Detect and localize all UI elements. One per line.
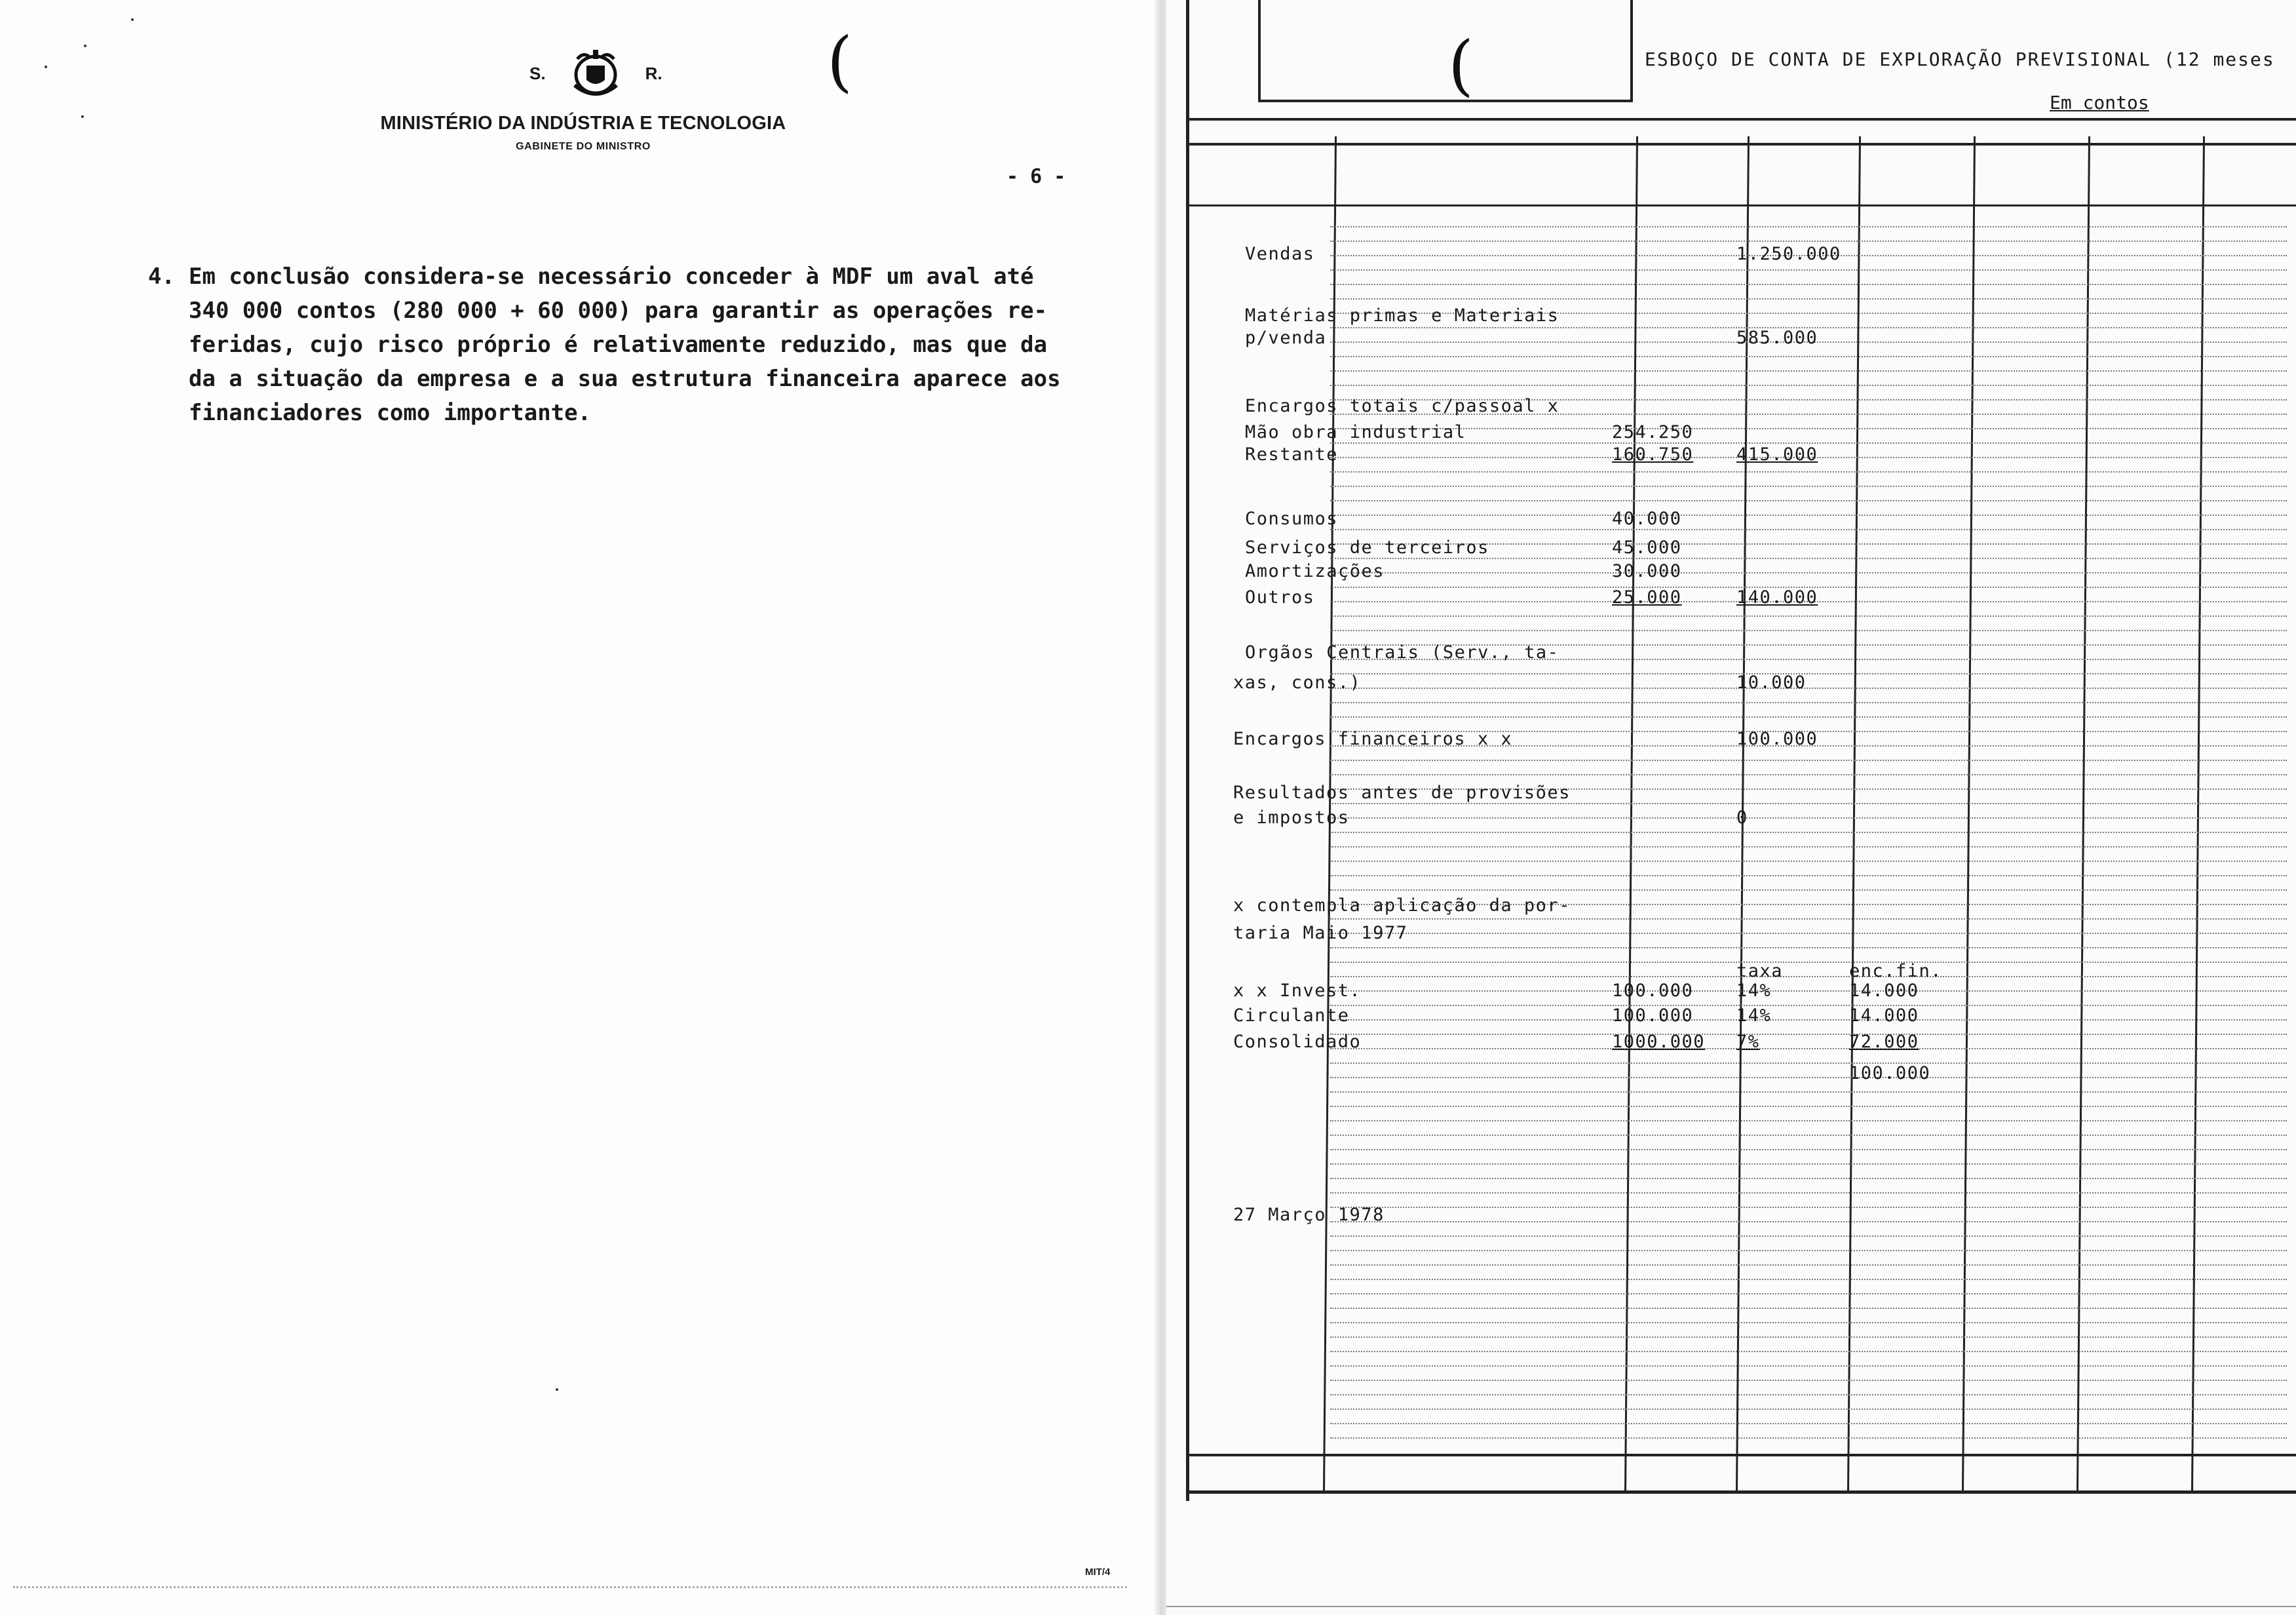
form-title: ESBOÇO DE CONTA DE EXPLORAÇÃO PREVISIONAL (12 meses <box>1645 49 2275 70</box>
table-top-rule <box>1186 118 2296 121</box>
row-value-col1: 100.000 <box>1612 1005 1694 1026</box>
dotted-guide <box>1330 1163 2287 1165</box>
dotted-guide <box>1330 558 2287 559</box>
dotted-guide <box>1330 861 2287 862</box>
dotted-guide <box>1330 933 2287 934</box>
row-value-col3: enc.fin. <box>1849 961 1943 981</box>
scan-speck <box>556 1388 558 1391</box>
row-label: Mão obra industrial <box>1245 422 1466 442</box>
row-value-col2: 7% <box>1736 1032 1760 1052</box>
row-value-col2: 0 <box>1736 808 1748 828</box>
column-rule <box>2076 136 2090 1493</box>
row-label: Amortizações <box>1245 561 1385 581</box>
dotted-guide <box>1330 1019 2287 1021</box>
row-label: e impostos <box>1233 808 1350 828</box>
column-rule <box>1624 136 1638 1493</box>
row-label: Outros <box>1245 587 1315 608</box>
paragraph-number: 4. <box>148 263 175 290</box>
paragraph-line: financiadores como importante. <box>189 400 592 426</box>
row-value-col1: 1000.000 <box>1612 1032 1706 1052</box>
title-box <box>1258 0 1633 102</box>
dotted-guide <box>1330 1091 2287 1093</box>
scan-speck <box>45 66 47 68</box>
dotted-guide <box>1330 1077 2287 1078</box>
row-label: Vendas <box>1245 244 1315 264</box>
row-value-col1: 25.000 <box>1612 587 1682 608</box>
dotted-guide <box>1330 515 2287 516</box>
row-value-col2: 585.000 <box>1736 328 1818 348</box>
dotted-guide <box>1330 486 2287 487</box>
row-value-col1: 160.750 <box>1612 444 1694 465</box>
dotted-guide <box>1330 1380 2287 1381</box>
scan-speck <box>84 45 86 47</box>
dotted-guide <box>1330 385 2287 386</box>
dotted-guide <box>1330 1221 2287 1222</box>
row-value-col2: 140.000 <box>1736 587 1818 608</box>
dotted-guide <box>1330 889 2287 891</box>
dotted-guide <box>1330 760 2287 761</box>
dotted-guide <box>1330 284 2287 285</box>
row-label: Resultados antes de provisões <box>1233 783 1571 803</box>
row-value-col1: 254.250 <box>1612 422 1694 442</box>
dotted-guide <box>1330 1308 2287 1309</box>
dotted-guide <box>1330 1351 2287 1352</box>
dotted-guide <box>1330 1135 2287 1136</box>
dotted-guide <box>1330 1207 2287 1208</box>
row-label: Matérias primas e Materiais <box>1245 305 1559 326</box>
table-foot-rule <box>1186 1454 2296 1456</box>
row-value-col2: 10.000 <box>1736 672 1807 693</box>
row-label: Encargos financeiros x x <box>1233 729 1513 749</box>
dotted-guide <box>1330 976 2287 977</box>
row-value-col3: 14.000 <box>1849 981 1919 1001</box>
paragraph-line: feridas, cujo risco próprio é relativamente reduzido, mas que da <box>189 332 1048 358</box>
dotted-guide <box>1330 1293 2287 1294</box>
scan-speck <box>131 18 134 21</box>
row-label: taria Maio 1977 <box>1233 923 1408 943</box>
row-label: Consumos <box>1245 509 1339 529</box>
column-rule <box>2191 136 2205 1493</box>
table-left-border <box>1186 0 1189 1501</box>
dotted-guide <box>1330 716 2287 718</box>
dotted-guide <box>1330 241 2287 242</box>
ministry-name: MINISTÉRIO DA INDÚSTRIA E TECNOLOGIA <box>380 113 786 134</box>
emblem-letter-s: S. <box>529 63 546 83</box>
dotted-guide <box>1330 1178 2287 1179</box>
dotted-guide <box>1330 442 2287 444</box>
column-rule <box>1962 136 1976 1493</box>
row-label: p/venda <box>1245 328 1327 348</box>
dotted-guide <box>1330 1120 2287 1121</box>
dotted-guide <box>1330 1365 2287 1367</box>
punch-hole-icon: ( <box>1448 27 1474 104</box>
row-value-col1: 40.000 <box>1612 509 1682 529</box>
table-subheader-rule <box>1186 204 2296 206</box>
dotted-guide <box>1330 370 2287 372</box>
dotted-guide <box>1330 572 2287 574</box>
paragraph-line: 340 000 contos (280 000 + 60 000) para garantir as operações re- <box>189 298 1048 324</box>
dotted-guide <box>1330 471 2287 473</box>
dotted-guide <box>1330 1062 2287 1064</box>
scan-bottom-edge <box>1166 1606 2296 1607</box>
page-number: - 6 - <box>1006 165 1066 188</box>
dotted-guide <box>1330 918 2287 920</box>
row-value-col2: taxa <box>1736 961 1784 981</box>
row-value-col3: 14.000 <box>1849 1005 1919 1026</box>
row-value-col2: 415.000 <box>1736 444 1818 465</box>
column-rule <box>1847 136 1861 1493</box>
dotted-guide <box>1330 1250 2287 1251</box>
dotted-guide <box>1330 1106 2287 1107</box>
dotted-guide <box>1330 1336 2287 1338</box>
table-bottom-rule <box>1186 1490 2296 1494</box>
row-label: Circulante <box>1233 1005 1350 1026</box>
letterhead-emblem <box>529 46 662 101</box>
dotted-guide <box>1330 947 2287 948</box>
dotted-guide <box>1330 1394 2287 1395</box>
row-label: x contempla aplicação da por- <box>1233 895 1571 916</box>
dotted-guide <box>1330 1005 2287 1006</box>
paragraph-line: da a situação da empresa e a sua estrutura financeira aparece aos <box>189 366 1061 392</box>
dotted-guide <box>1330 832 2287 833</box>
dotted-guide <box>1330 356 2287 357</box>
dotted-guide <box>1330 226 2287 227</box>
dotted-guide <box>1330 702 2287 703</box>
dotted-guide <box>1330 1437 2287 1439</box>
dotted-guide <box>1330 1236 2287 1237</box>
dotted-guide <box>1330 803 2287 804</box>
paragraph-line: Em conclusão considera-se necessário conceder à MDF um aval até <box>189 263 1034 290</box>
punch-hole-icon: ( <box>827 23 853 100</box>
row-value-col3: 72.000 <box>1849 1032 1919 1052</box>
dotted-guide <box>1330 1264 2287 1266</box>
coat-of-arms-icon <box>568 46 623 101</box>
dotted-guide <box>1330 500 2287 501</box>
dotted-guide <box>1330 529 2287 530</box>
forecast-page <box>1166 0 2296 1615</box>
dotted-guide <box>1330 962 2287 963</box>
row-value-col1: 45.000 <box>1612 537 1682 558</box>
row-label: x x Invest. <box>1233 981 1362 1001</box>
dotted-guide <box>1330 630 2287 631</box>
dotted-guide <box>1330 1034 2287 1035</box>
dotted-guide <box>1330 269 2287 271</box>
row-value-col2: 14% <box>1736 1005 1772 1026</box>
dotted-guide <box>1330 615 2287 617</box>
dotted-guide <box>1330 1279 2287 1280</box>
dotted-guide <box>1330 1149 2287 1150</box>
dotted-guide <box>1330 875 2287 876</box>
cabinet-name: GABINETE DO MINISTRO <box>516 141 651 152</box>
row-label: Consolidado <box>1233 1032 1362 1052</box>
row-label: Encargos totais c/passoal x <box>1245 396 1559 416</box>
row-label: xas, cons.) <box>1233 672 1362 693</box>
dotted-guide <box>1330 817 2287 819</box>
dotted-guide <box>1330 774 2287 775</box>
scan-bottom-edge <box>13 1586 1127 1588</box>
row-label: Orgãos Centrais (Serv., ta- <box>1245 642 1559 663</box>
row-value-col1: 30.000 <box>1612 561 1682 581</box>
dotted-guide <box>1330 1423 2287 1424</box>
dotted-guide <box>1330 990 2287 992</box>
dotted-guide <box>1330 1192 2287 1194</box>
dotted-guide <box>1330 298 2287 300</box>
table-header-rule <box>1186 143 2296 146</box>
scan-speck <box>81 115 84 118</box>
dotted-guide <box>1330 1048 2287 1049</box>
row-value-col2: 14% <box>1736 981 1772 1001</box>
dotted-guide <box>1330 1322 2287 1323</box>
dotted-guide <box>1330 846 2287 847</box>
row-label: Restante <box>1245 444 1339 465</box>
form-mark: MIT/4 <box>1085 1566 1111 1578</box>
row-value-col3: 100.000 <box>1849 1063 1931 1083</box>
row-value-col2: 1.250.000 <box>1736 244 1841 264</box>
dotted-guide <box>1330 428 2287 429</box>
row-label: Serviços de terceiros <box>1245 537 1489 558</box>
units-label: Em contos <box>2050 92 2149 113</box>
conclusion-paragraph <box>148 260 1105 430</box>
row-value-col1: 100.000 <box>1612 981 1694 1001</box>
dotted-guide <box>1330 688 2287 689</box>
row-label: 27 Março 1978 <box>1233 1205 1385 1225</box>
row-value-col2: 100.000 <box>1736 729 1818 749</box>
dotted-guide <box>1330 673 2287 674</box>
dotted-guide <box>1330 1409 2287 1410</box>
emblem-letter-r: R. <box>645 63 662 83</box>
